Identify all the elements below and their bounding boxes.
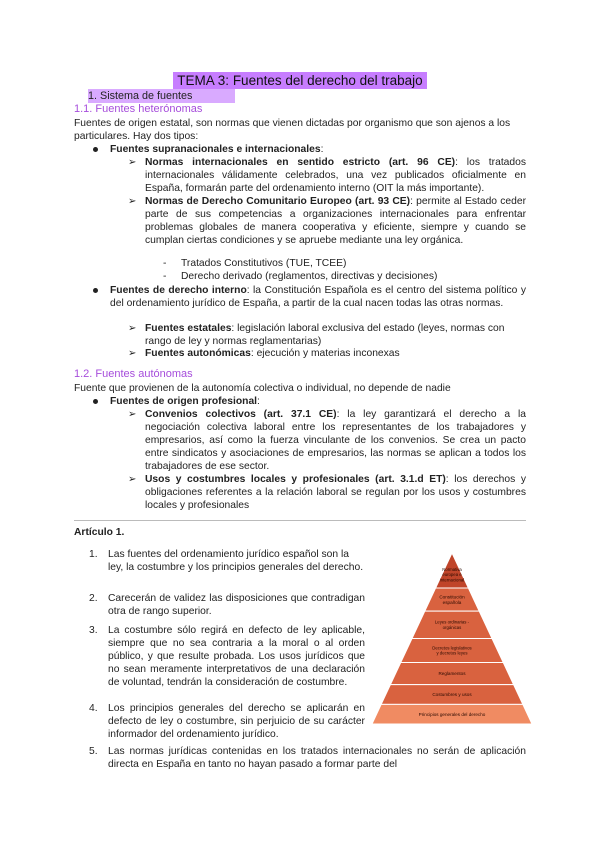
article-item-4: Los principios generales del derecho se aplicarán en defecto de ley o costumbre, sin perjuicio de su carácter informador del ordenamiento jurídico. bbox=[108, 703, 365, 740]
paragraph-heteronomas-intro: Fuentes de origen estatal, son normas que vienen dictadas por organismo que son ajenos a los particulares. Hay dos tipos: bbox=[74, 118, 511, 142]
item-fuentes-autonomicas: Fuentes autonómicas: ejecución y materias inconexas bbox=[145, 348, 400, 359]
dash-bullet: - bbox=[163, 258, 167, 269]
bullet-icon bbox=[93, 288, 98, 293]
arrow-bullet-icon: ➢ bbox=[128, 323, 137, 334]
arrow-bullet-icon: ➢ bbox=[128, 196, 137, 207]
pyramid-label-3-2: orgánicas bbox=[442, 624, 462, 630]
pyramid-label-3-1: Leyes ordinarias - bbox=[434, 619, 470, 625]
pyramid-label-1-1: Normativa bbox=[442, 566, 462, 572]
page-title: TEMA 3: Fuentes del derecho del trabajo bbox=[173, 72, 427, 89]
section-heading-sistema: 1. Sistema de fuentes bbox=[88, 89, 235, 103]
divider bbox=[74, 520, 526, 521]
article-item-1: Las fuentes del ordenamiento jurídico español son la ley, la costumbre y los principios generales del derecho. bbox=[108, 549, 364, 573]
paragraph-autonomas-intro: Fuente que provienen de la autonomía colectiva o individual, no depende de nadie bbox=[74, 383, 451, 394]
item-derecho-comunitario: Normas de Derecho Comunitario Europeo (art. 93 CE): permite al Estado ceder parte de sus competencias a organizaciones internacionales para enfrentar problemas globales de manera cooperativa y eficiente, siempre y cuando se cumplan ciertas condiciones y se apruebe mediante una ley orgánica. bbox=[145, 196, 526, 246]
bullet-supranacionales: Fuentes supranacionales e internacionales: bbox=[110, 144, 324, 155]
pyramid-label-5-1: Reglamentos bbox=[438, 671, 466, 677]
arrow-bullet-icon: ➢ bbox=[128, 474, 137, 485]
pyramid-label-4-1: Decretos legislativos bbox=[432, 645, 472, 651]
item-usos-costumbres: Usos y costumbres locales y profesionales (art. 3.1.d ET): los derechos y obligaciones referentes a la relación laboral se regulan por los usos y costumbres locales y profesionales bbox=[145, 474, 526, 511]
item-fuentes-estatales: Fuentes estatales: legislación laboral exclusiva del estado (leyes, normas con rango de ley y normas reglamentarias) bbox=[145, 323, 505, 347]
item-normas-internacionales: Normas internacionales en sentido estricto (art. 96 CE): los tratados internacionales válidamente celebrados, una vez publicados oficialmente en España, formarán parte del ordenamiento interno (OIT la más importante). bbox=[145, 157, 527, 194]
item-derecho-derivado: Derecho derivado (reglamentos, directivas y decisiones) bbox=[181, 271, 438, 282]
article-item-number: 2. bbox=[89, 593, 98, 604]
article-item-number: 5. bbox=[89, 746, 98, 757]
article-item-3: La costumbre sólo regirá en defecto de ley aplicable, siempre que no sea contraria a la moral o al orden público, y que resulte probada. Los usos jurídicos que no sean meramente interpretativos de una declaración de voluntad, tendrán la consideración de costumbre. bbox=[108, 625, 365, 688]
arrow-bullet-icon: ➢ bbox=[128, 409, 137, 420]
pyramid-label-6-1: Costumbres y usos bbox=[432, 692, 472, 698]
arrow-bullet-icon: ➢ bbox=[128, 157, 137, 168]
subsection-heading-heteronomas: 1.1. Fuentes heterónomas bbox=[74, 103, 203, 115]
article-item-number: 3. bbox=[89, 625, 98, 636]
item-tratados-constitutivos: Tratados Constitutivos (TUE, TCEE) bbox=[181, 258, 347, 269]
pyramid-label-1-2: europea e bbox=[442, 572, 462, 578]
article-heading: Artículo 1. bbox=[74, 527, 125, 538]
bullet-derecho-interno: Fuentes de derecho interno: la Constitución Española es el centro del sistema político y del ordenamiento jurídico de España, a partir de la cual nacen todas las otras normas. bbox=[110, 285, 526, 309]
subsection-heading-autonomas: 1.2. Fuentes autónomas bbox=[74, 368, 193, 380]
pyramid-label-2-2: española bbox=[442, 600, 462, 606]
pyramid-label-7-1: Principios generales del derecho bbox=[418, 711, 486, 717]
pyramid-label-1-3: internacional bbox=[439, 577, 465, 583]
dash-bullet: - bbox=[163, 271, 167, 282]
bullet-origen-profesional: Fuentes de origen profesional: bbox=[110, 396, 260, 407]
arrow-bullet-icon: ➢ bbox=[128, 348, 137, 359]
bullet-icon bbox=[93, 399, 98, 404]
pyramid-label-4-2: y decretos leyes bbox=[436, 650, 468, 656]
pyramid-label-2-1: Constitución bbox=[439, 594, 465, 600]
bullet-icon bbox=[93, 147, 98, 152]
article-item-2: Carecerán de validez las disposiciones que contradigan otra de rango superior. bbox=[108, 593, 365, 617]
article-item-5: Las normas jurídicas contenidas en los tratados internacionales no serán de aplicación directa en España en tanto no hayan pasado a formar parte del bbox=[108, 746, 526, 770]
item-convenios-colectivos: Convenios colectivos (art. 37.1 CE): la ley garantizará el derecho a la negociación colectiva laboral entre los representantes de los trabajadores y empresarios, así como la fuerza vinculante de los convenios. Se crea un pacto entre sindicatos y asociaciones de empresarios, las normas se aplican a todos los trabajadores de ese sector. bbox=[145, 409, 526, 472]
article-item-number: 1. bbox=[89, 549, 98, 560]
article-item-number: 4. bbox=[89, 703, 98, 714]
hierarchy-pyramid bbox=[372, 551, 532, 726]
